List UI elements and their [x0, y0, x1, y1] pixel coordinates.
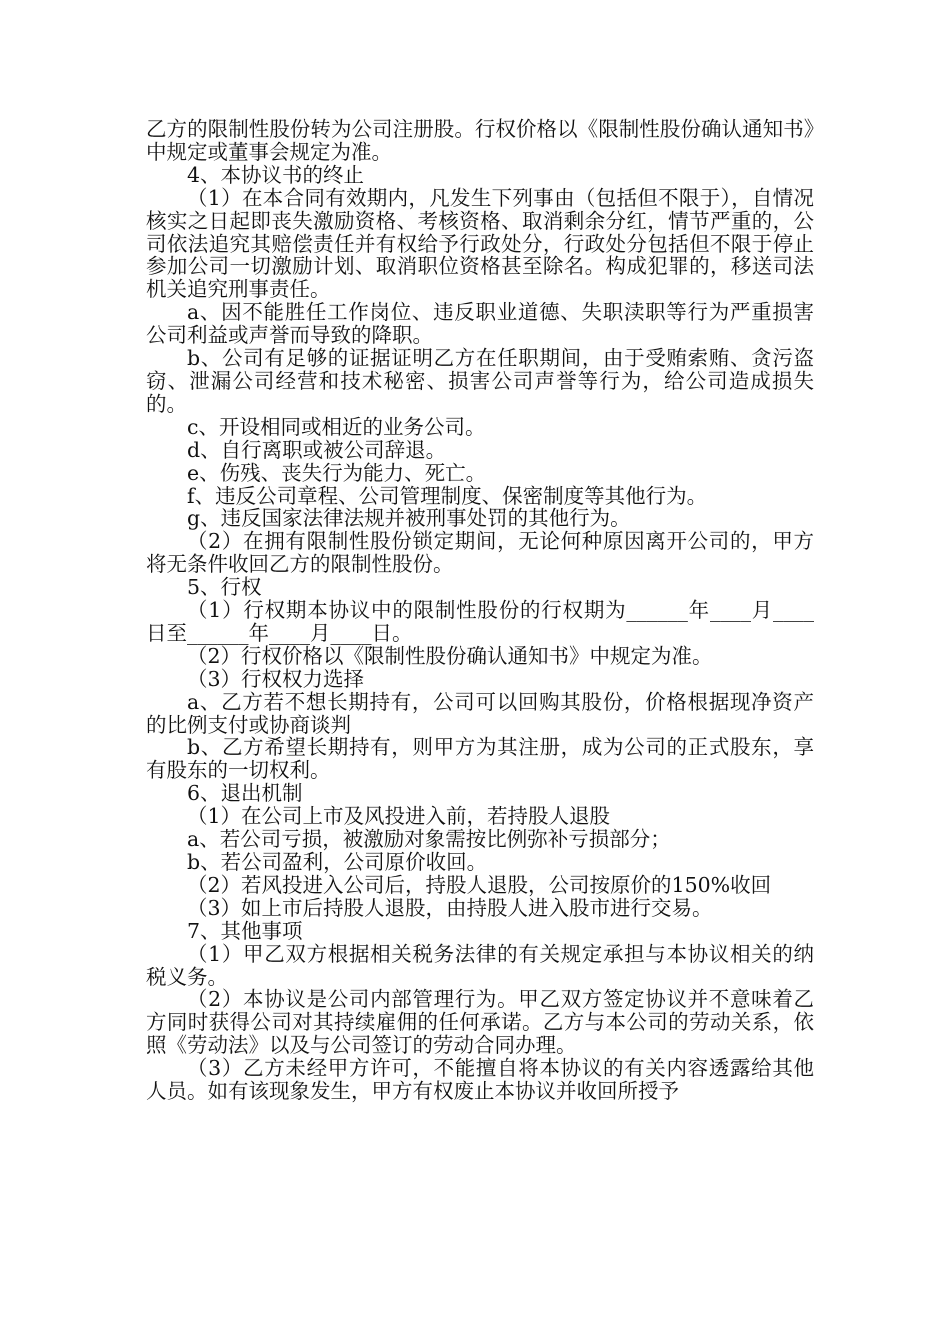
list-item-b: b、公司有足够的证据证明乙方在任职期间，由于受贿索贿、贪污盗窃、泄漏公司经营和技术秘密、损害公司声誉等行为，给公司造成损失的。: [146, 346, 814, 416]
paragraph-other-3: （3）乙方未经甲方许可，不能擅自将本协议的有关内容透露给其他人员。如有该现象发生，甲方有权废止本协议并收回所授予: [146, 1056, 814, 1104]
paragraph-exit-3: （3）如上市后持股人退股，由持股人进入股市进行交易。: [187, 895, 713, 920]
paragraph-exercise-period: （1）行权期本协议中的限制性股份的行权期为______年____月____日至______年____月____日。: [146, 598, 814, 645]
list-item-choice-b: b、乙方希望长期持有，则甲方为其注册，成为公司的正式股东，享有股东的一切权利。: [146, 735, 814, 783]
list-item-exit-a: a、若公司亏损，被激励对象需按比例弥补亏损部分；: [187, 827, 671, 852]
paragraph-exercise-price-continuation: 乙方的限制性股份转为公司注册股。行权价格以《限制性股份确认通知书》中规定或董事会规定为准。: [146, 117, 814, 164]
document-body: [146, 118, 814, 1103]
section-heading-exit: 6、退出机制: [187, 781, 303, 806]
list-item-f: f、违反公司章程、公司管理制度、保密制度等其他行为。: [187, 483, 708, 508]
list-item-a: a、因不能胜任工作岗位、违反职业道德、失职渎职等行为严重损害公司利益或声誉而导致的降职。: [146, 300, 814, 348]
paragraph-termination-1: （1）在本合同有效期内，凡发生下列事由（包括但不限于），自情况核实之日起即丧失激励资格、考核资格、取消剩余分红，情节严重的，公司依法追究其赔偿责任并有权给予行政处分，行政处分包括但不限于停止参加公司一切激励计划、取消职位资格甚至除名。构成犯罪的，移送司法机关追究刑事责任。: [146, 185, 814, 302]
list-item-c: c、开设相同或相近的业务公司。: [187, 414, 486, 439]
list-item-e: e、伤残、丧失行为能力、死亡。: [187, 460, 487, 485]
section-heading-other: 7、其他事项: [187, 918, 303, 943]
list-item-choice-a: a、乙方若不想长期持有，公司可以回购其股份，价格根据现净资产的比例支付或协商谈判: [146, 689, 814, 737]
paragraph-termination-2: （2）在拥有限制性股份锁定期间，无论何种原因离开公司的，甲方将无条件收回乙方的限制性股份。: [146, 529, 814, 577]
list-item-exit-b: b、若公司盈利，公司原价收回。: [187, 850, 488, 874]
paragraph-exercise-price: （2）行权价格以《限制性股份确认通知书》中规定为准。: [187, 643, 713, 668]
paragraph-exit-1: （1）在公司上市及风投进入前，若持股人退股: [187, 804, 611, 829]
paragraph-exit-2: （2）若风投进入公司后，持股人退股，公司按原价的150%收回: [187, 872, 772, 897]
list-item-g: g、违反国家法律法规并被刑事处罚的其他行为。: [187, 506, 631, 531]
paragraph-exercise-choice: （3）行权权力选择: [187, 666, 365, 691]
section-heading-exercise: 5、行权: [187, 575, 262, 600]
list-item-d: d、自行离职或被公司辞退。: [187, 437, 447, 462]
section-heading-termination: 4、本协议书的终止: [187, 162, 365, 187]
paragraph-other-2: （2）本协议是公司内部管理行为。甲乙双方签定协议并不意味着乙方同时获得公司对其持续雇佣的任何承诺。乙方与本公司的劳动关系，依照《劳动法》以及与公司签订的劳动合同办理。: [146, 987, 814, 1058]
paragraph-other-1: （1）甲乙双方根据相关税务法律的有关规定承担与本协议相关的纳税义务。: [146, 941, 814, 989]
